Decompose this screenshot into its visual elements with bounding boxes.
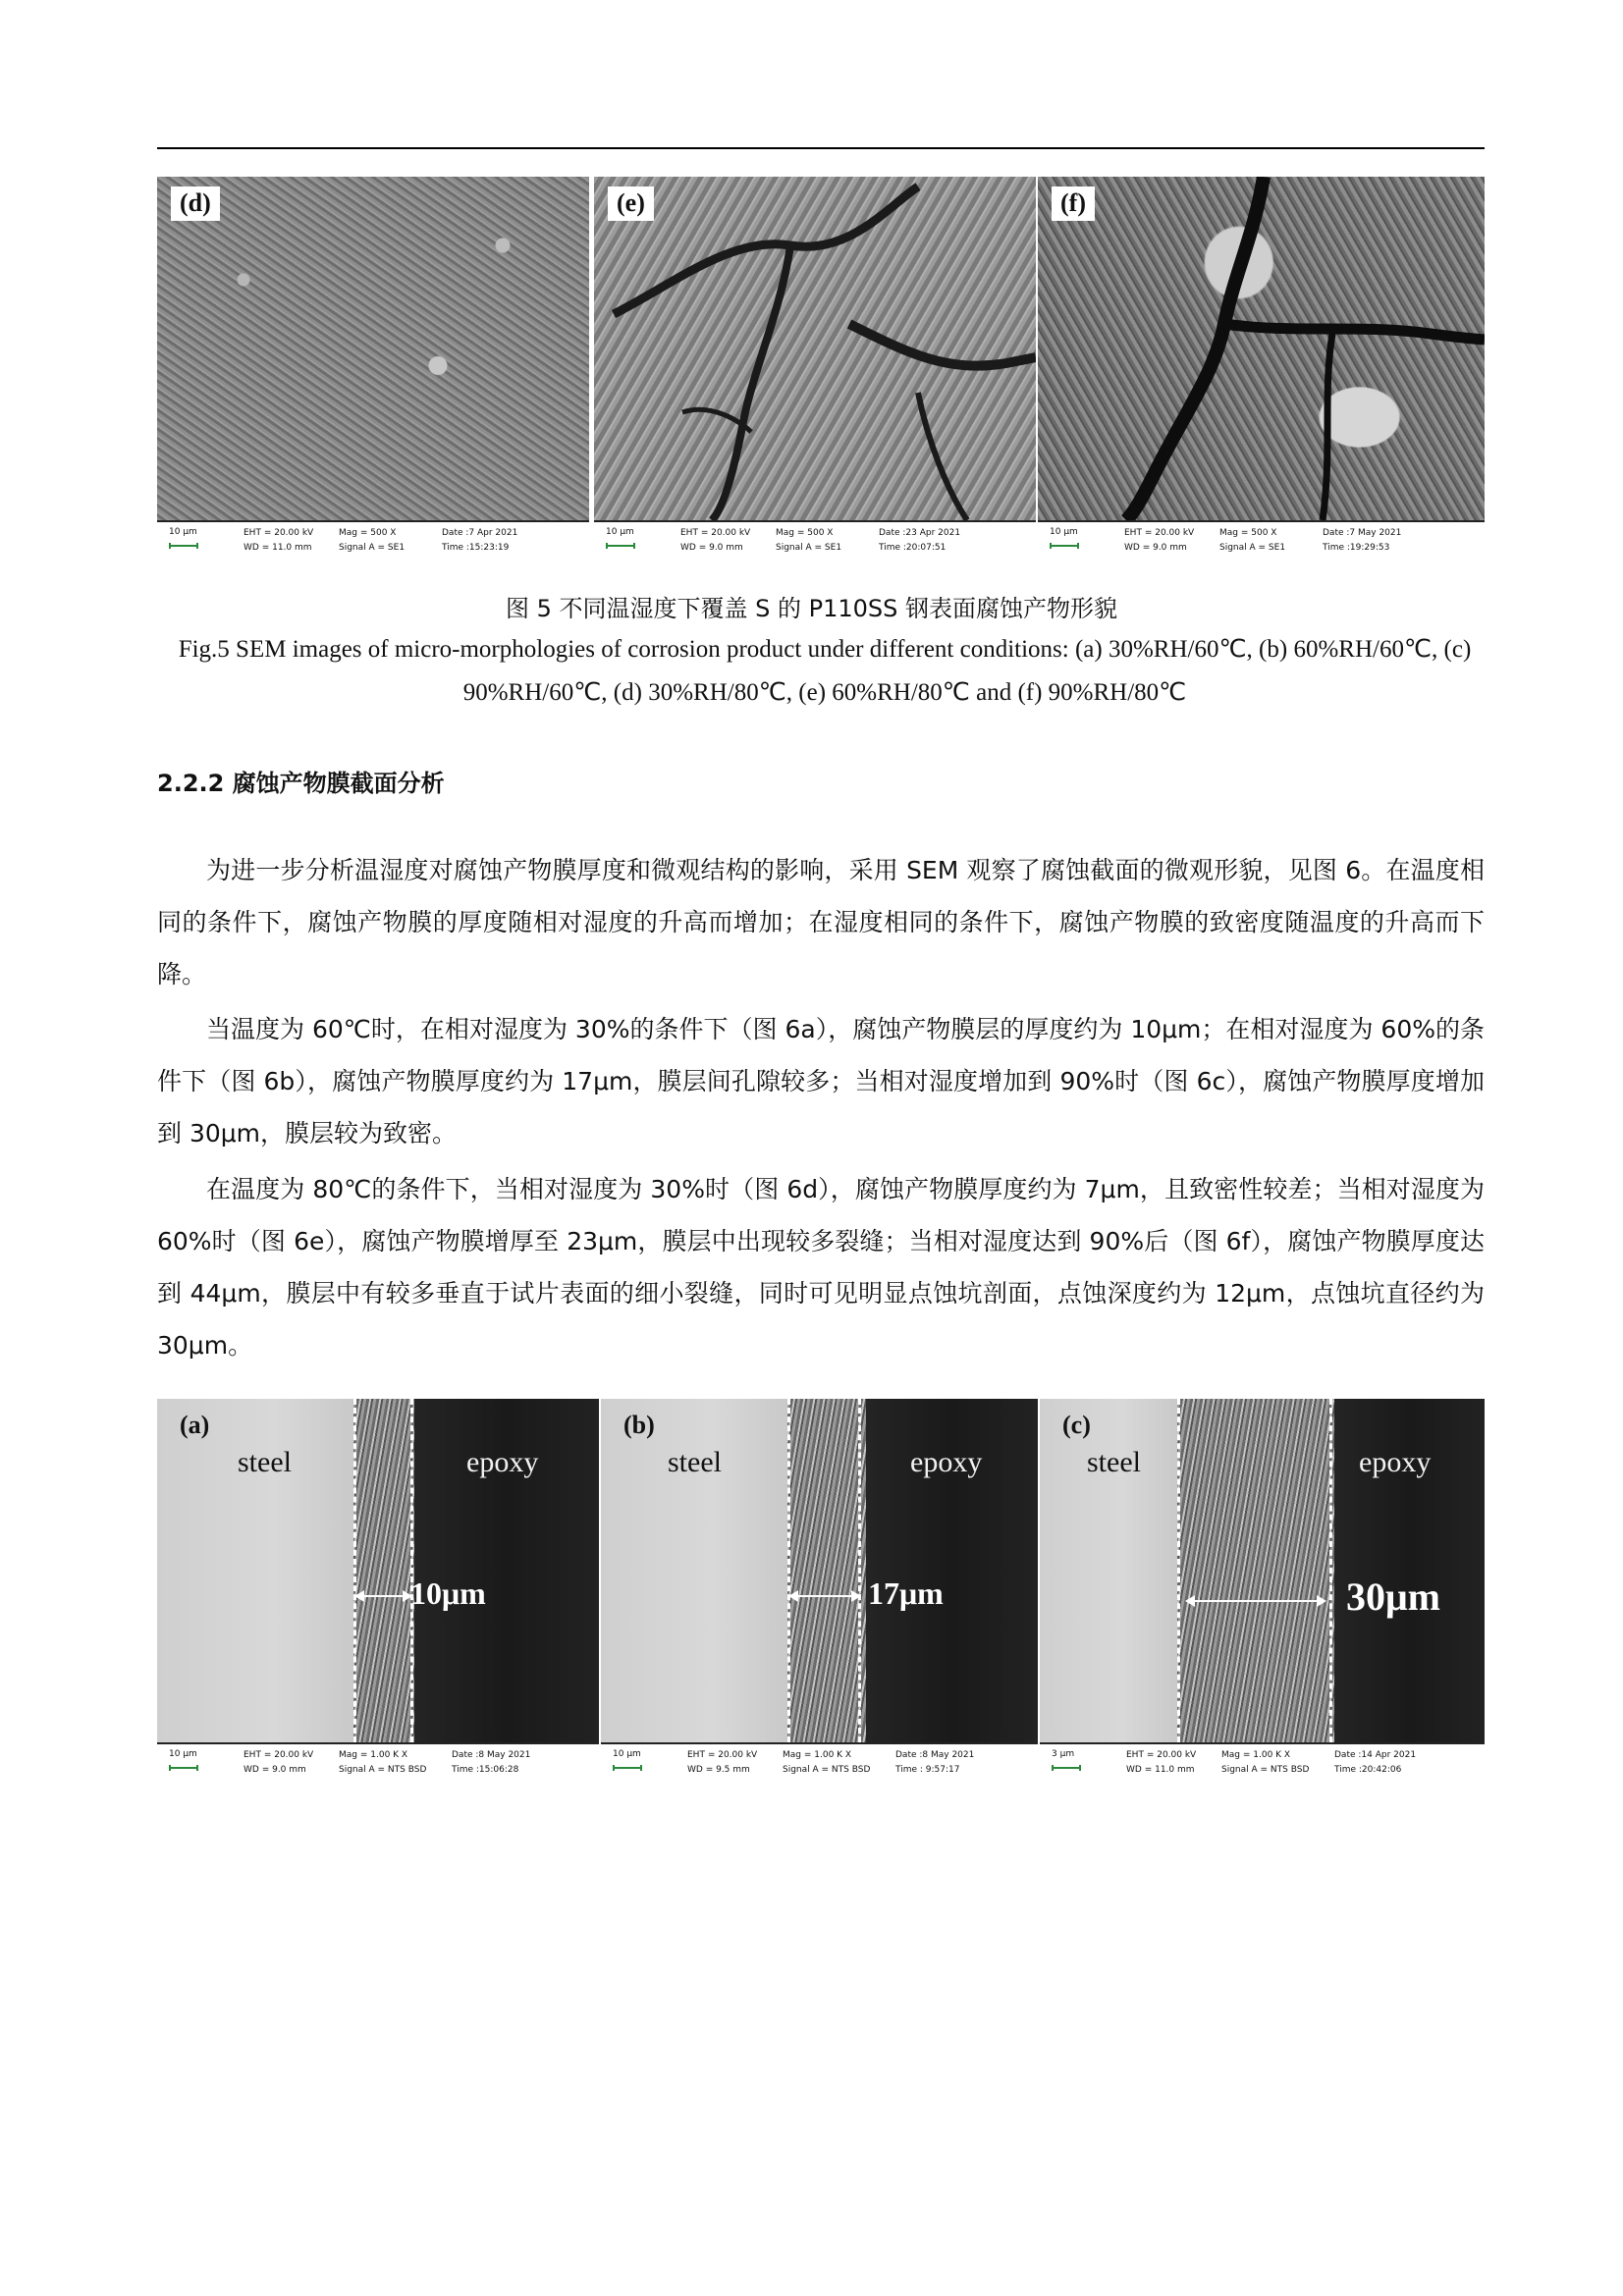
panel-label: (e) [608,187,654,221]
mag: Mag = 1.00 K X [1221,1750,1291,1760]
sem-image [157,177,589,520]
eht: EHT = 20.00 kV [243,1750,314,1760]
mag: Mag = 1.00 K X [783,1750,852,1760]
panel-label: (d) [171,187,220,221]
sem-info-bar [1040,1742,1485,1785]
time: Time :15:06:28 [452,1765,519,1775]
date: Date :8 May 2021 [895,1750,975,1760]
cross-section-panel-a [157,1399,599,1785]
wd: WD = 9.5 mm [687,1765,750,1775]
scale-bar [169,543,198,549]
panel-label: (c) [1062,1411,1091,1439]
wd: WD = 11.0 mm [1126,1765,1195,1775]
crack-lines [594,177,1036,520]
thickness-label: 30μm [1346,1575,1440,1619]
steel-label: steel [238,1446,292,1478]
sem-image [594,177,1036,520]
signal: Signal A = SE1 [339,543,406,553]
wd: WD = 9.0 mm [1124,543,1187,553]
paragraph-2: 当温度为 60℃时，在相对湿度为 30%的条件下（图 6a），腐蚀产物膜层的厚度约为 10μm；在相对湿度为 60%的条件下（图 6b），腐蚀产物膜厚度约为 17μm，膜层间孔隙较多；当相对湿度增加到 90%时（图 6c），腐蚀产物膜厚度增加到 30μm，膜层较为致密。 [157,1015,1485,1148]
wd: WD = 11.0 mm [243,543,312,553]
wd: WD = 9.0 mm [680,543,743,553]
paragraph-1: 为进一步分析温湿度对腐蚀产物膜厚度和微观结构的影响，采用 SEM 观察了腐蚀截面的微观形貌，见图 6。在温度相同的条件下，腐蚀产物膜的厚度随相对湿度的升高而增加；在湿度相同的条件下，腐蚀产物膜的致密度随温度的升高而下降。 [157,856,1485,988]
epoxy-label: epoxy [1359,1446,1432,1478]
panel-label: (f) [1052,187,1095,221]
boundary-right [1329,1399,1332,1742]
cross-section-panel-c [1040,1399,1485,1785]
eht: EHT = 20.00 kV [1124,528,1195,538]
sem-panel-d [157,177,589,562]
scale-text: 10 μm [613,1749,641,1759]
boundary-right [858,1399,861,1742]
corrosion-layer [1177,1399,1334,1742]
date: Date :7 Apr 2021 [442,528,518,538]
time: Time :20:07:51 [879,543,947,553]
date: Date :14 Apr 2021 [1334,1750,1417,1760]
scale-bar [1052,1765,1081,1771]
sem-info-bar [157,520,589,562]
boundary-left [353,1399,356,1742]
steel-label: steel [1087,1446,1141,1478]
sem-panel-f [1038,177,1485,562]
sem-image [1038,177,1485,520]
time: Time :20:42:06 [1334,1765,1402,1775]
panel-label: (b) [623,1411,655,1439]
mag: Mag = 500 X [339,528,397,538]
sem-info-bar [601,1742,1038,1785]
boundary-right [410,1399,413,1742]
scale-bar [613,1765,642,1771]
signal: Signal A = SE1 [1219,543,1286,553]
figure-5-caption-zh: 图 5 不同温湿度下覆盖 S 的 P110SS 钢表面腐蚀产物形貌 [505,595,1118,622]
eht: EHT = 20.00 kV [1126,1750,1197,1760]
eht: EHT = 20.00 kV [687,1750,758,1760]
sem-panel-e [594,177,1036,562]
date: Date :23 Apr 2021 [879,528,961,538]
signal: Signal A = SE1 [776,543,842,553]
mag: Mag = 500 X [1219,528,1277,538]
corrosion-layer [787,1399,866,1742]
thickness-arrow [1187,1600,1325,1602]
cross-section-panel-b [601,1399,1038,1785]
thickness-label: 17μm [868,1575,944,1611]
eht: EHT = 20.00 kV [680,528,751,538]
sem-info-bar [1038,520,1485,562]
section-heading: 2.2.2 腐蚀产物膜截面分析 [157,770,445,797]
scale-text: 10 μm [169,1749,197,1759]
scale-bar [1050,543,1079,549]
signal: Signal A = NTS BSD [339,1765,427,1775]
boundary-left [1177,1399,1180,1742]
mag: Mag = 500 X [776,528,834,538]
time: Time :19:29:53 [1323,543,1390,553]
panel-label: (a) [180,1411,210,1439]
scale-bar [606,543,635,549]
scale-text: 10 μm [606,527,634,537]
time: Time : 9:57:17 [895,1765,960,1775]
signal: Signal A = NTS BSD [1221,1765,1310,1775]
time: Time :15:23:19 [442,543,510,553]
scale-text: 10 μm [1050,527,1078,537]
epoxy-label: epoxy [910,1446,983,1478]
date: Date :8 May 2021 [452,1750,531,1760]
thickness-label: 10μm [410,1575,486,1611]
scale-text: 3 μm [1052,1749,1075,1759]
boundary-left [787,1399,790,1742]
sem-info-bar [594,520,1036,562]
mag: Mag = 1.00 K X [339,1750,408,1760]
thickness-arrow [790,1595,859,1597]
date: Date :7 May 2021 [1323,528,1402,538]
crack-lines [1038,177,1485,520]
scale-bar [169,1765,198,1771]
epoxy-label: epoxy [466,1446,539,1478]
sem-info-bar [157,1742,599,1785]
paragraph-3: 在温度为 80℃的条件下，当相对湿度为 30%时（图 6d），腐蚀产物膜厚度约为 7μm，且致密性较差；当相对湿度为 60%时（图 6e），腐蚀产物膜增厚至 23μm，膜层中出现较多裂缝；当相对湿度达到 90%后（图 6f），腐蚀产物膜厚度达到 44μm，膜层中有较多垂直于试片表面的细小裂缝，同时可见明显点蚀坑剖面，点蚀深度约为 12μm，点蚀坑直径约为 30μm。 [157,1175,1485,1360]
scale-text: 10 μm [169,527,197,537]
wd: WD = 9.0 mm [243,1765,306,1775]
steel-label: steel [668,1446,722,1478]
signal: Signal A = NTS BSD [783,1765,871,1775]
corrosion-layer [353,1399,414,1742]
thickness-arrow [356,1595,410,1597]
header-rule [157,147,1485,149]
eht: EHT = 20.00 kV [243,528,314,538]
figure-5-caption-en: Fig.5 SEM images of micro-morphologies of corrosion product under different conditions: (a) 30%RH/60℃, (b) 60%RH/60℃, (c) 90%RH/60℃, (d) 30%RH/80℃, (e) 60%RH/80℃ and (f) 90%RH/80℃ [178,636,1472,706]
